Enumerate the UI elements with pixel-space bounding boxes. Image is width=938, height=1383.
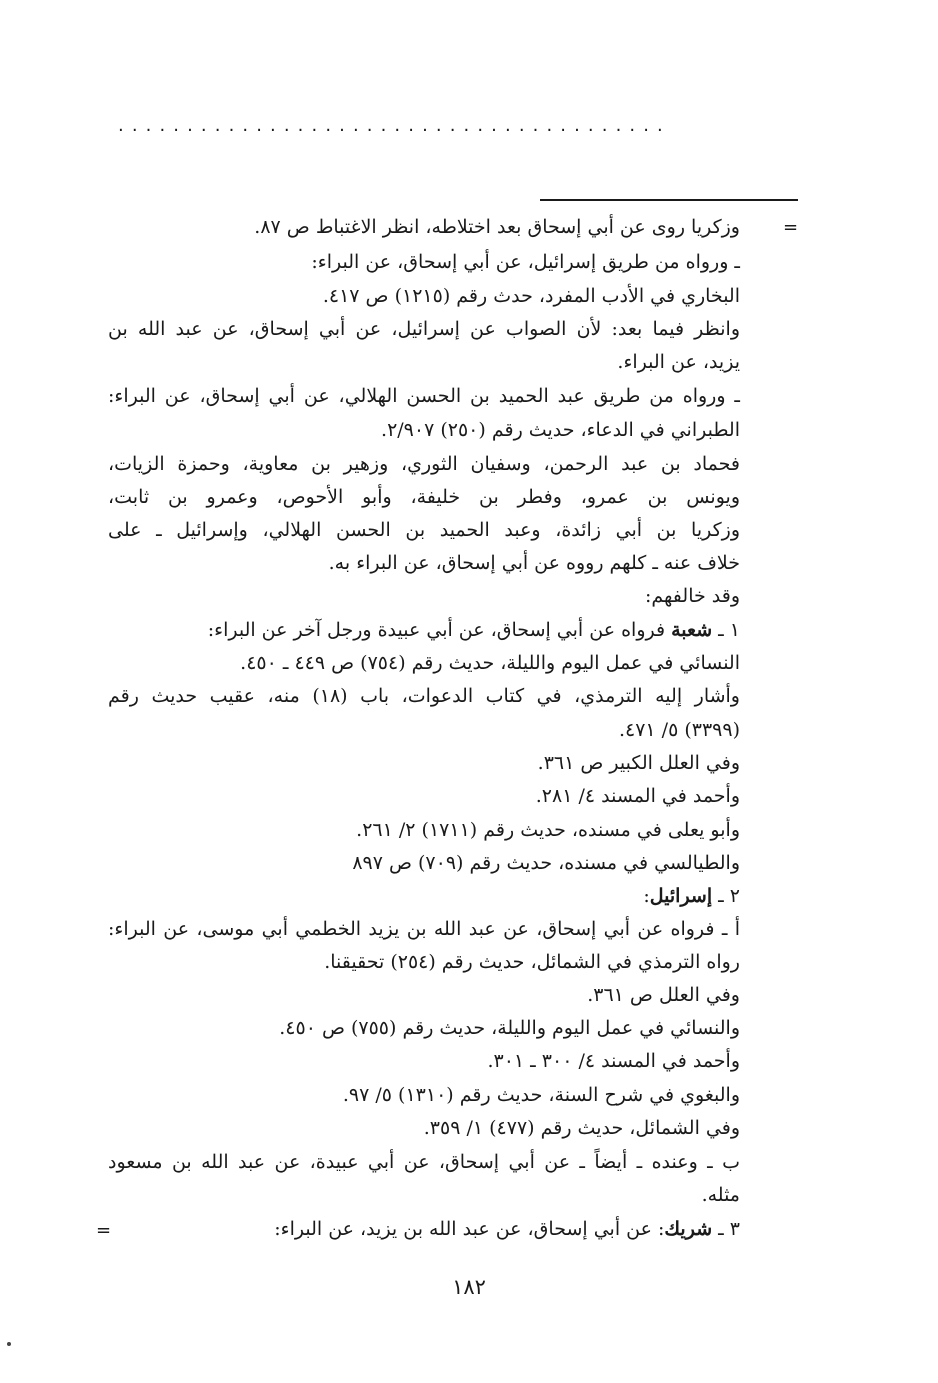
text-line: ـ ورواه من طريق إسرائيل، عن أبي إسحاق، عن البراء: [311, 251, 740, 273]
text-line: وأبو يعلى في مسنده، حديث رقم (١٧١١) ٢/ ٢٦١. [356, 819, 740, 841]
bold-lead-word: شعبة [671, 619, 713, 641]
header-dotted-line: ........................................ [118, 116, 671, 136]
text-line: والطيالسي في مسنده، حديث رقم (٧٠٩) ص ٨٩٧ [352, 852, 740, 874]
text-line: الطبراني في الدعاء، حديث رقم (٢٥٠) ٢/٩٠٧. [381, 419, 740, 441]
text-line: والبغوي في شرح السنة، حديث رقم (١٣١٠) ٥/ ٩٧. [342, 1084, 740, 1106]
continuation-mark-top: = [783, 217, 799, 238]
text-line: ١ ـ شعبة فرواه عن أبي إسحاق، عن أبي عبيدة ورجل آخر عن البراء: [207, 619, 740, 641]
text-line: البخاري في الأدب المفرد، حدث رقم (١٢١٥) ص ٤١٧. [322, 285, 740, 307]
text-line: ٢ ـ إسرائيل: [643, 885, 740, 907]
text-line: وأحمد في المسند ٤/ ٢٨١. [535, 785, 740, 807]
bold-lead-word: إسرائيل [649, 885, 713, 907]
text-line: وأحمد في المسند ٤/ ٣٠٠ ـ ٣٠١. [487, 1050, 740, 1072]
text-line: وفي العلل ص ٣٦١. [587, 984, 740, 1006]
bold-lead-word: شريك [664, 1218, 713, 1240]
text-line: وانظر فيما بعد: لأن الصواب عن إسرائيل، عن أبي إسحاق، عن عبد الله بن [108, 318, 740, 340]
text-line: ٣ ـ شريك: عن أبي إسحاق، عن عبد الله بن يزيد، عن البراء: [274, 1218, 740, 1240]
text-line: وفي العلل الكبير ص ٣٦١. [537, 752, 740, 774]
text-line: (٣٣٩٩) ٥/ ٤٧١. [618, 719, 740, 741]
continuation-mark-bottom: = [96, 1220, 112, 1241]
page-number: ١٨٢ [452, 1275, 486, 1299]
text-line: وزكريا بن أبي زائدة، وعبد الحميد بن الحسن الهلالي، وإسرائيل ـ على [108, 519, 740, 541]
text-line: النسائي في عمل اليوم والليلة، حديث رقم (٧٥٤) ص ٤٤٩ ـ ٤٥٠. [240, 652, 740, 674]
text-line: ويونس بن عمرو، وفطر بن خليفة، وأبو الأحوص، وعمرو بن ثابت، [108, 486, 740, 508]
text-line: مثله. [701, 1184, 740, 1206]
text-line: ب ـ وعنده ـ أيضاً ـ عن أبي إسحاق، عن أبي عبيدة، عن عبد الله بن مسعود [108, 1151, 740, 1173]
text-line: رواه الترمذي في الشمائل، حديث رقم (٢٥٤) تحقيقنا. [324, 951, 740, 973]
text-line: والنسائي في عمل اليوم والليلة، حديث رقم (٧٥٥) ص ٤٥٠. [279, 1017, 740, 1039]
text-line: يزيد، عن البراء. [617, 351, 740, 373]
text-line: أ ـ فرواه عن أبي إسحاق، عن عبد الله بن يزيد الخطمي أبي موسى، عن البراء: [108, 918, 740, 940]
text-line: وفي الشمائل، حديث رقم (٤٧٧) ١/ ٣٥٩. [423, 1117, 740, 1139]
text-line: وزكريا روى عن أبي إسحاق بعد اختلاطه، انظر الاغتباط ص ٨٧. [254, 216, 740, 238]
text-line: وأشار إليه الترمذي، في كتاب الدعوات، باب (١٨) منه، عقيب حديث رقم [108, 685, 740, 707]
text-line: فحماد بن عبد الرحمن، وسفيان الثوري، وزهير بن معاوية، وحمزة الزيات، [108, 453, 740, 475]
text-line: خلاف عنه ـ كلهم رووه عن أبي إسحاق، عن البراء به. [328, 552, 740, 574]
scan-speck [7, 1342, 11, 1346]
text-line: وقد خالفهم: [644, 585, 740, 607]
text-line: ـ ورواه من طريق عبد الحميد بن الحسن الهلالي، عن أبي إسحاق، عن البراء: [108, 385, 740, 407]
